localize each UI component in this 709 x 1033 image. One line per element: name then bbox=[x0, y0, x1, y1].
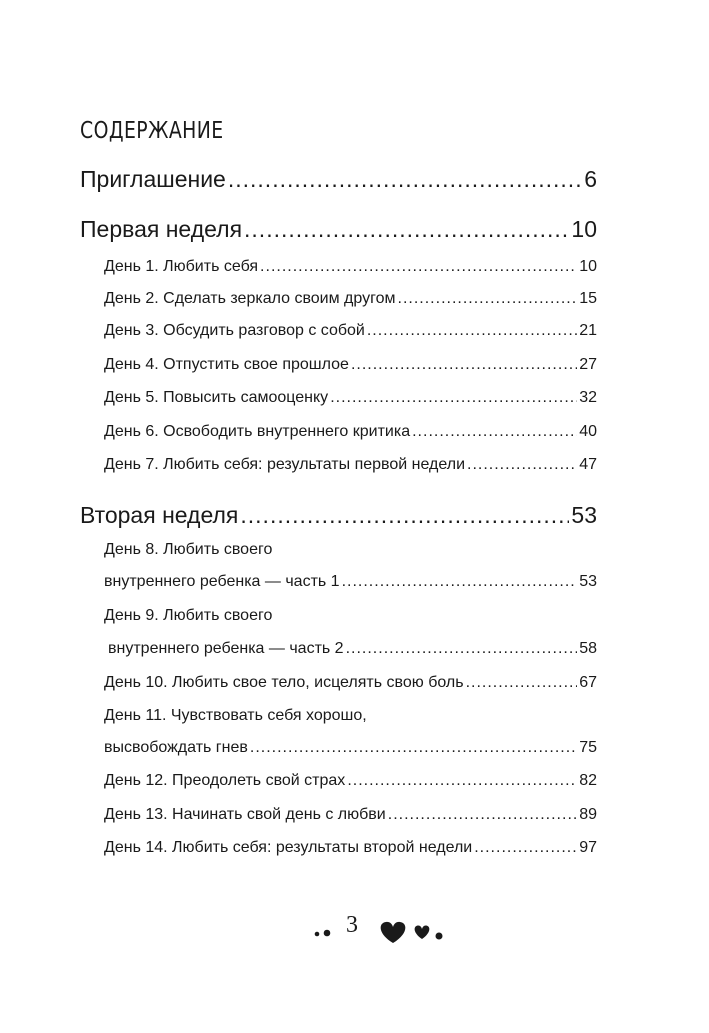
toc-entry-label: День 13. Начинать свой день с любви bbox=[104, 806, 386, 823]
toc-entry-day7[interactable] bbox=[104, 456, 597, 474]
toc-leader-dots bbox=[240, 502, 569, 529]
toc-entry-day8-line1[interactable]: День 8. Любить своего bbox=[104, 541, 273, 558]
toc-leader-dots bbox=[228, 166, 582, 193]
toc-entry-label: День 4. Отпустить свое прошлое bbox=[104, 356, 349, 373]
dot-small-icon bbox=[315, 932, 320, 937]
toc-entry-label: День 3. Обсудить разговор с собой bbox=[104, 322, 365, 339]
toc-entry-page: 15 bbox=[579, 290, 597, 307]
page-footer bbox=[0, 912, 709, 952]
toc-entry-week1[interactable] bbox=[80, 216, 597, 243]
toc-entry-page: 27 bbox=[579, 356, 597, 373]
toc-entry-day6[interactable] bbox=[104, 423, 597, 441]
toc-entry-label: высвобождать гнев bbox=[104, 739, 248, 756]
toc-entry-day3[interactable] bbox=[104, 322, 597, 340]
toc-leader-dots bbox=[467, 456, 577, 474]
toc-entry-day8[interactable] bbox=[104, 573, 597, 591]
toc-leader-dots bbox=[367, 322, 577, 340]
toc-leader-dots bbox=[388, 806, 577, 824]
toc-entry-page: 47 bbox=[579, 456, 597, 473]
toc-entry-label: День 6. Освободить внутреннего критика bbox=[104, 423, 411, 440]
toc-entry-page: 67 bbox=[579, 674, 597, 691]
toc-entry-label: День 5. Повысить самооценку bbox=[104, 389, 329, 406]
toc-entry-label: внутреннего ребенка — часть 1 bbox=[104, 573, 340, 590]
toc-entry-label: День 2. Сделать зеркало своим другом bbox=[104, 290, 396, 307]
toc-entry-page: 32 bbox=[579, 389, 597, 406]
toc-entry-page: 40 bbox=[579, 423, 597, 440]
toc-leader-dots bbox=[412, 423, 577, 441]
toc-entry-label: внутреннего ребенка — часть 2 bbox=[108, 640, 344, 657]
toc-entry-day11[interactable] bbox=[104, 739, 597, 757]
dot-medium-icon bbox=[324, 930, 331, 937]
toc-leader-dots bbox=[466, 674, 578, 692]
toc-entry-page: 10 bbox=[579, 258, 597, 275]
heart-small-icon bbox=[415, 925, 430, 939]
toc-leader-dots bbox=[347, 772, 577, 790]
toc-entry-page: 21 bbox=[579, 322, 597, 339]
toc-entry-label: Первая неделя bbox=[80, 216, 243, 242]
toc-leader-dots bbox=[330, 389, 577, 407]
heart-large-icon bbox=[381, 922, 406, 943]
toc-entry-label: День 14. Любить себя: результаты второй недели bbox=[104, 839, 473, 856]
toc-entry-day12[interactable] bbox=[104, 772, 597, 790]
toc-entry-day9[interactable] bbox=[108, 640, 597, 658]
toc-entry-page: 97 bbox=[579, 839, 597, 856]
toc-leader-dots bbox=[342, 573, 578, 591]
toc-leader-dots bbox=[474, 839, 577, 857]
toc-entry-day1[interactable] bbox=[104, 258, 597, 276]
page-number: 3 bbox=[346, 912, 358, 938]
dot-large-icon bbox=[436, 933, 443, 940]
toc-leader-dots bbox=[398, 290, 578, 308]
toc-leader-dots bbox=[351, 356, 577, 374]
toc-entry-page: 53 bbox=[579, 573, 597, 590]
toc-entry-page: 58 bbox=[579, 640, 597, 657]
toc-entry-label: День 1. Любить себя bbox=[104, 258, 259, 275]
toc-entry-label: Вторая неделя bbox=[80, 502, 239, 528]
toc-entry-page: 10 bbox=[571, 216, 597, 242]
toc-entry-label: Приглашение bbox=[80, 166, 226, 192]
toc-leader-dots bbox=[250, 739, 577, 757]
toc-entry-day13[interactable] bbox=[104, 806, 597, 824]
toc-entry-page: 89 bbox=[579, 806, 597, 823]
toc-leader-dots bbox=[244, 216, 569, 243]
toc-entry-label: День 7. Любить себя: результаты первой недели bbox=[104, 456, 465, 473]
toc-entry-day10[interactable] bbox=[104, 674, 597, 692]
toc-entry-week2[interactable] bbox=[80, 502, 597, 529]
toc-entry-day4[interactable] bbox=[104, 356, 597, 374]
toc-entry-page: 75 bbox=[579, 739, 597, 756]
toc-entry-day14[interactable] bbox=[104, 839, 597, 857]
toc-entry-page: 53 bbox=[571, 502, 597, 528]
toc-entry-day5[interactable] bbox=[104, 389, 597, 407]
toc-entry-day2[interactable] bbox=[104, 290, 597, 308]
toc-entry-label: День 12. Преодолеть свой страх bbox=[104, 772, 346, 789]
toc-leader-dots bbox=[260, 258, 577, 276]
toc-entry-page: 82 bbox=[579, 772, 597, 789]
toc-entry-label: День 10. Любить свое тело, исцелять свою боль bbox=[104, 674, 464, 691]
toc-leader-dots bbox=[346, 640, 578, 658]
toc-heading: СОДЕРЖАНИЕ bbox=[80, 118, 224, 144]
toc-entry-invite[interactable] bbox=[80, 166, 597, 193]
toc-entry-day9-line1[interactable]: День 9. Любить своего bbox=[104, 607, 273, 624]
toc-entry-day11-line1[interactable]: День 11. Чувствовать себя хорошо, bbox=[104, 707, 367, 724]
toc-entry-page: 6 bbox=[584, 166, 597, 192]
